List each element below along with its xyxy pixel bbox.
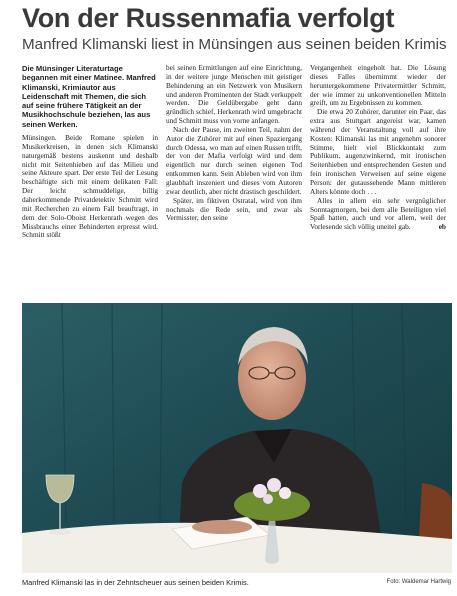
author-signature: eb xyxy=(438,222,446,232)
article-paragraph xyxy=(310,197,446,232)
article-headline: Von der Russenmafia verfolgt xyxy=(22,3,395,33)
article-paragraph: Nach der Pause, im zweiten Teil, nahm der Autor die Zuhörer mit auf einen Spaziergang durch Odessa, wo man auf einen Russen trifft, der von der Mafia verfolgt wird und dem eigentlich nur durch seinen eigenen Tod entkommen kann. Sein Ableben wird von ihm glaubhaft inszeniert und dieses vom Autoren zwar deutlich, aber nicht drastisch geschildert. xyxy=(166,124,302,196)
article-column-2 xyxy=(166,64,302,298)
article-column-3 xyxy=(310,64,446,298)
photo-illustration xyxy=(22,303,452,573)
article-paragraph: Münsingen. Beide Romane spielen in Musikerkreisen, in denen sich Klimanski naturgemäß bestens auskennt und deshalb nicht mit Seitenhieben auf das Milieu und seine Akteure spart. Der erste Teil der Lesung beschäftigte sich mit einem delikaten Fall: Der leicht schmuddelige, billig daherkommende Privatdetektiv Schmitt wird mit Recherchen zu einem Fall beauftragt, in dem der Solo-Oboist Herkenrath wegen des Missbrauchs einer Behinderten erpresst wird. Schmitt stößt xyxy=(22,133,158,240)
article-paragraph: Vergangenheit eingeholt hat. Die Lösung dieses Falles übernimmt wieder der heruntergekommene Privatermittler Schmitt, der wie immer zu unkonventionellen Mitteln greift, um zu Ergebnissen zu kommen. xyxy=(310,64,446,108)
photo-caption: Manfred Klimanski las in der Zehntscheuer aus seinen beiden Krimis. xyxy=(22,578,249,587)
article-paragraph: bei seinen Ermittlungen auf eine Einrichtung, in der weitere junge Menschen mit geistiger Behinderung an ein Netzwerk von Musikern und anderen Prominenten der Stadt verkuppelt werden. Die Geldübergabe geht dann gründlich schief, Herkenrath wird umgebracht und Schmitt muss von vorne anfangen. xyxy=(166,64,302,126)
article-column-1 xyxy=(22,64,158,298)
article-subline: Manfred Klimanski liest in Münsingen aus seinen beiden Krimis xyxy=(22,36,447,53)
article-paragraph-text: Alles in allem ein sehr vergnüglicher Sonntagmorgen, bei dem alle Beteiligten viel Spaß hatten, auch und vor allem, weil der Vorlesende sich völlig uneitel gab. xyxy=(310,195,446,232)
article-photo xyxy=(22,303,452,573)
photo-credit: Foto: Waldemar Hartwig xyxy=(386,579,451,585)
article-lead: Die Münsinger Literaturtage begannen mit einer Matinee. Manfred Klimanski, Krimiautor aus Leidenschaft mit Themen, die sich auf seine frühere Tätigkeit an der Musikhochschule beziehen, las aus seinen Werken. xyxy=(22,64,156,129)
article-paragraph: Später, im fiktiven Ostratal, wird von ihm nochmals die Rede sein, und zwar als Vermisster, den seine xyxy=(166,195,302,223)
article-paragraph: Die etwa 20 Zuhörer, darunter ein Paar, das extra aus Stuttgart angereist war, kamen während der Veranstaltung voll auf ihre Kosten: Klimanski las mit angenehm sonorer Stimme, hielt viel Blickkontakt zum Publikum, augenzwinkernd, mit ironischen Seitenhieben und entsprechenden Gesten und fein ironischen Verweisen auf seine eigene Person: der gutaussehende Mann mittleren Alters könnte doch . . . xyxy=(310,107,446,196)
hands xyxy=(192,520,252,534)
